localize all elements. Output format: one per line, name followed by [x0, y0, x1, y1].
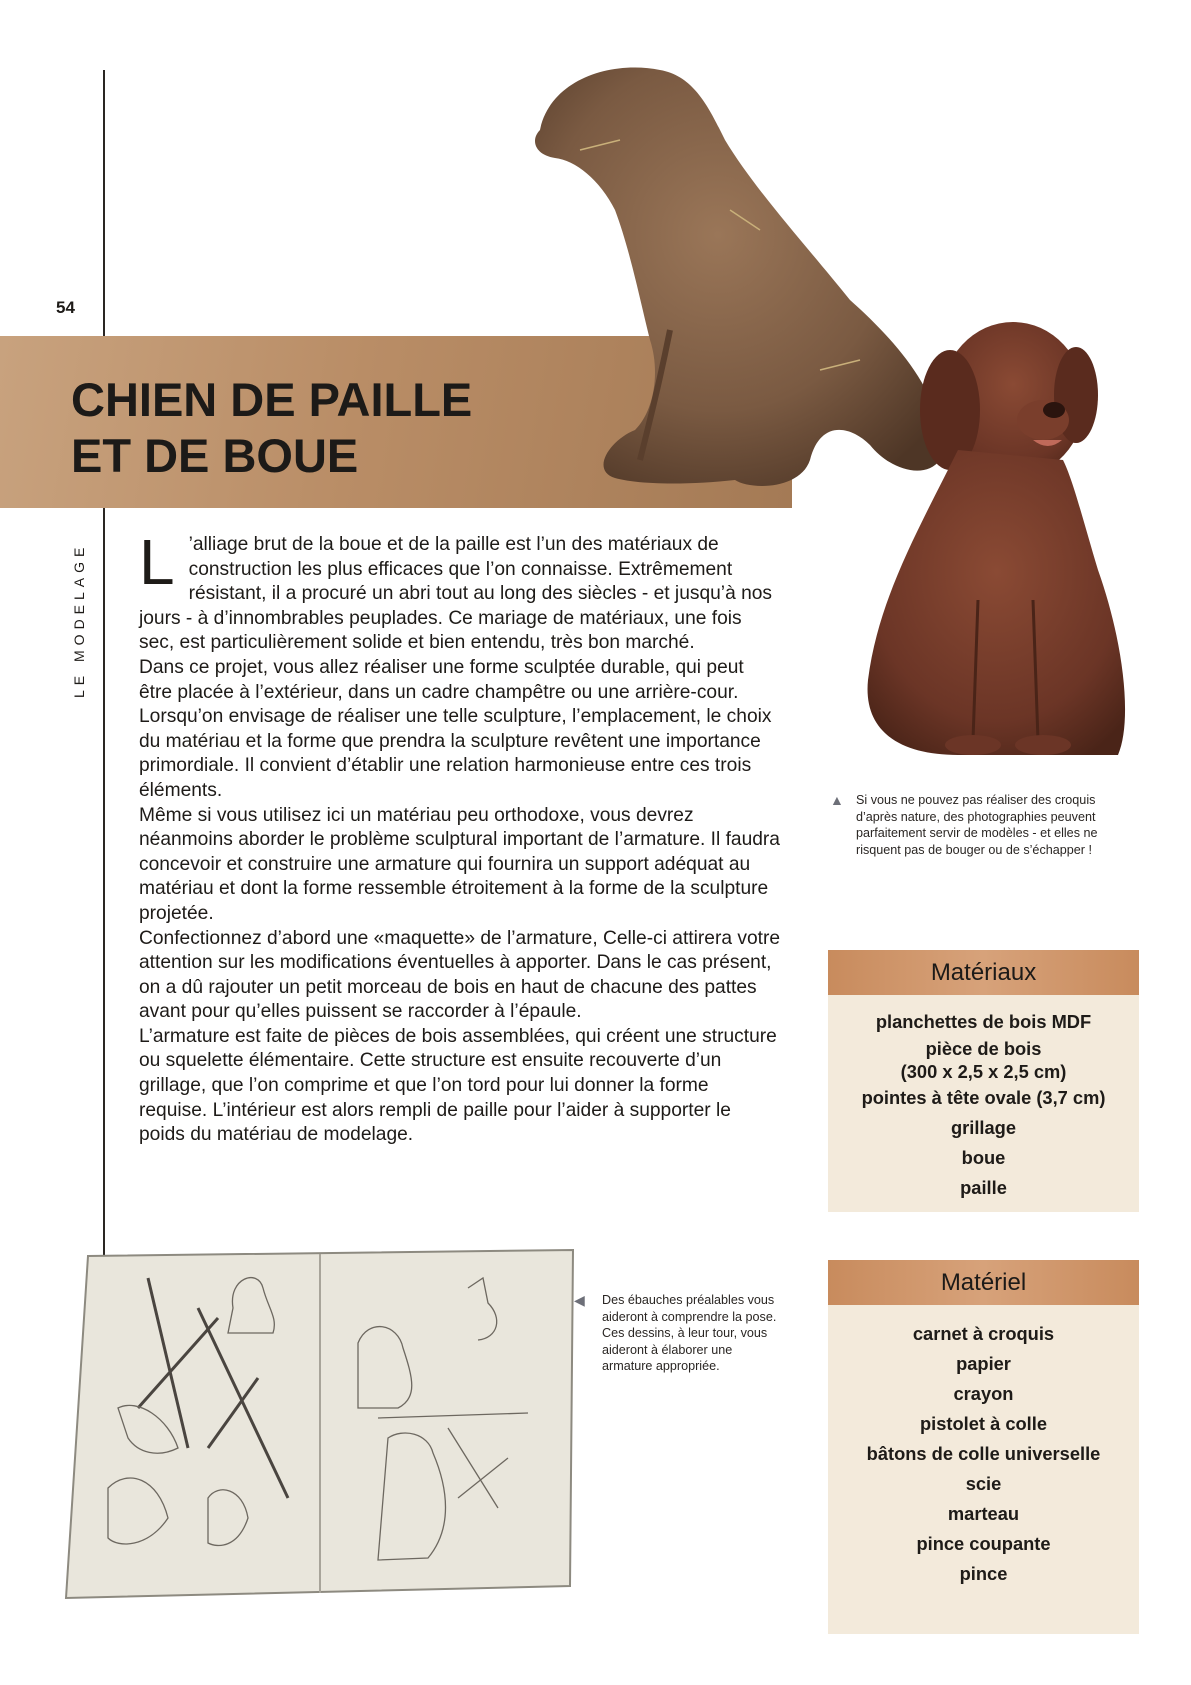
sketchbook-image — [58, 1248, 578, 1600]
paragraph-1: ’alliage brut de la boue et de la paille est l’un des matériaux de construction les plus efficaces que l’on connaisse. Extrêmement résistant, il a procuré un abri tout au long des siècles - et jusqu’à nos jours - à d’innombrables peuplades. Ce mariage de matériaux, une fois sec, est particulièrement solide et bien entendu, très bon marché. — [139, 534, 773, 654]
paragraph-5: L’armature est faite de pièces de bois assemblées, qui créent une structure ou squelette élémentaire. Cette structure est ensuite recouverte d’un grillage, que l’on comprime et que l’on tord pour lui donner la forme requise. L’intérieur est alors rempli de paille pour l’aider à supporter le poids du matériau de modelage. — [139, 1025, 777, 1146]
list-item: grillage — [950, 1117, 1017, 1138]
list-item: paille — [960, 1177, 1007, 1198]
section-label: LE MODELAGE — [71, 542, 87, 698]
list-item: pistolet à colle — [920, 1413, 1047, 1434]
equipment-list — [828, 1305, 1139, 1589]
drop-cap: L — [139, 526, 175, 598]
list-item: crayon — [953, 1383, 1014, 1404]
photo-caption — [830, 792, 1138, 858]
vertical-rule-top — [103, 70, 105, 338]
paragraph-3: Même si vous utilisez ici un matériau peu orthodoxe, vous devrez néanmoins aborder le problème sculptural important de l’armature. Il faudra concevoir et construire une armature qui fournira un support adéquat au matériau et dont la forme ressemble étroitement à la forme de la sculpture projetée. — [139, 804, 780, 924]
list-item: pince coupante — [916, 1533, 1051, 1554]
list-item: pièce de bois — [925, 1038, 1042, 1059]
triangle-up-icon: ▲ — [830, 792, 844, 808]
labrador-dog-photo — [838, 300, 1138, 760]
list-item: boue — [961, 1147, 1006, 1168]
list-item: bâtons de colle universelle — [866, 1443, 1101, 1464]
paragraph-2: Dans ce projet, vous allez réaliser une forme sculptée durable, qui peut être placée à l’extérieur, dans un cadre champêtre ou une arrière-cour. Lorsqu’on envisage de réaliser une telle sculpture, l’emplacement, le choix du matériau et la forme que prendra la sculpture revêtent une importance primordiale. Il convient d’établir une relation harmonieuse entre ces trois éléments. — [139, 656, 772, 801]
triangle-left-icon: ◀ — [574, 1292, 585, 1308]
intro-text — [139, 526, 781, 1148]
sketch-caption-text: Des ébauches préalables vous aideront à comprendre la pose. Ces dessins, à leur tour, vous aideront à élaborer une armature appropriée. — [602, 1293, 777, 1373]
photo-caption-text: Si vous ne pouvez pas réaliser des croquis d’après nature, des photographies peuvent parfaitement servir de modèles - et elles ne risquent pas de bouger ou de s’échapper ! — [856, 793, 1098, 857]
list-item: papier — [956, 1353, 1011, 1374]
materials-box — [828, 950, 1139, 1212]
page-number: 54 — [56, 298, 75, 317]
title-line-1: CHIEN DE PAILLE — [71, 373, 473, 426]
paragraph-4: Confectionnez d’abord une «maquette» de l’armature, Celle-ci attirera votre attention sur les modifications éventuelles à apporter. Dans le cas présent, on a dû rajouter un petit morceau de bois en haut de chacune des pattes avant pour qu’elles puissent se raccorder à l’épaule. — [139, 927, 781, 1023]
equipment-box — [828, 1260, 1139, 1634]
page-title — [71, 372, 472, 484]
list-item: (300 x 2,5 x 2,5 cm) — [900, 1061, 1067, 1082]
materials-heading: Matériaux — [828, 950, 1139, 995]
list-item: carnet à croquis — [912, 1323, 1055, 1344]
list-item: marteau — [947, 1503, 1020, 1524]
title-line-2: ET DE BOUE — [71, 429, 359, 482]
list-item: planchettes de bois MDF — [875, 1011, 1092, 1032]
list-item: scie — [965, 1473, 1002, 1494]
equipment-heading: Matériel — [828, 1260, 1139, 1305]
sketch-caption — [574, 1292, 782, 1375]
materials-list — [828, 995, 1139, 1203]
list-item: pince — [959, 1563, 1008, 1584]
list-item: pointes à tête ovale (3,7 cm) — [861, 1087, 1106, 1108]
